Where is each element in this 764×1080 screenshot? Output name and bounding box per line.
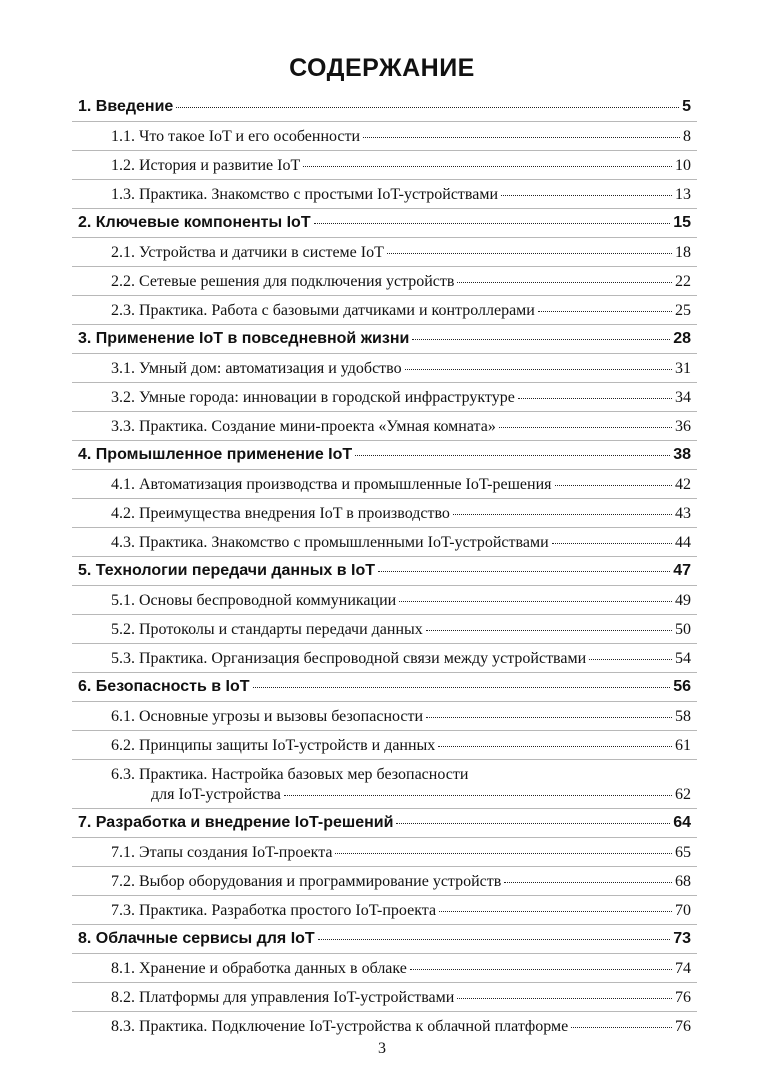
dot-leader [399,601,672,602]
toc-page-number: 76 [675,1018,691,1035]
toc-section-label: 6.2. Принципы защиты IoT-устройств и данных [111,737,436,754]
toc-chapter[interactable] [78,98,691,116]
toc-page-number: 76 [675,989,691,1006]
toc-section-label: 5.3. Практика. Организация беспроводной связи между устройствами [111,650,587,667]
divider [72,672,697,673]
toc-section-label: 3.3. Практика. Создание мини-проекта «Умная комната» [111,418,496,435]
toc-section-label: 1.2. История и развитие IoT [111,157,301,174]
dot-leader [426,630,672,631]
toc-chapter-label: 5. Технологии передачи данных в IoT [78,562,376,579]
toc-chapter[interactable] [78,214,691,232]
toc-section[interactable] [111,592,691,610]
toc-page-number: 42 [675,476,691,493]
toc-chapter[interactable] [78,562,691,580]
toc-section[interactable] [111,708,691,726]
dot-leader [335,853,672,854]
toc-section[interactable] [111,302,691,320]
dot-leader [412,339,670,340]
toc-chapter[interactable] [78,814,691,832]
divider [72,866,697,867]
divider [72,808,697,809]
toc-section[interactable] [111,873,691,891]
toc-section[interactable] [111,844,691,862]
toc-page-number: 54 [675,650,691,667]
toc-section[interactable] [111,418,691,436]
toc-page-number: 62 [675,786,691,803]
divider [72,353,697,354]
toc-page-number: 36 [675,418,691,435]
dot-leader [426,717,672,718]
toc-section-label: для IoT-устройства [151,786,281,803]
divider [72,498,697,499]
toc-page-number: 38 [673,446,691,463]
divider [72,121,697,122]
dot-leader [501,195,672,196]
toc-section[interactable] [111,650,691,668]
dot-leader [387,253,672,254]
dot-leader [303,166,672,167]
divider [72,440,697,441]
toc-section-label: 3.2. Умные города: инновации в городской инфраструктуре [111,389,515,406]
divider [72,208,697,209]
toc-section-label: 4.1. Автоматизация производства и промышленные IoT-решения [111,476,552,493]
toc-chapter[interactable] [78,930,691,948]
toc-section-label: 8.1. Хранение и обработка данных в облаке [111,960,407,977]
toc-page-number: 13 [675,186,691,203]
toc-page-number: 50 [675,621,691,638]
divider [72,953,697,954]
toc-section-label: 2.2. Сетевые решения для подключения устройств [111,273,455,290]
toc-section-label: 5.2. Протоколы и стандарты передачи данных [111,621,423,638]
toc-section[interactable] [111,960,691,978]
toc-page-number: 15 [673,214,691,231]
divider [72,179,697,180]
toc-section-label-first-line[interactable]: 6.3. Практика. Настройка базовых мер безопасности [111,766,469,783]
divider [72,556,697,557]
toc-page-number: 34 [675,389,691,406]
toc-section-label: 3.1. Умный дом: автоматизация и удобство [111,360,402,377]
toc-page-number: 64 [673,814,691,831]
divider [72,1011,697,1012]
toc-chapter-label: 1. Введение [78,98,174,115]
toc-section[interactable] [111,989,691,1007]
toc-page-number: 68 [675,873,691,890]
dot-leader [453,514,672,515]
dot-leader [552,543,672,544]
dot-leader [457,282,672,283]
dot-leader [396,823,670,824]
toc-page-number: 47 [673,562,691,579]
toc-page-number: 18 [675,244,691,261]
toc-section-label: 2.1. Устройства и датчики в системе IoT [111,244,384,261]
toc-page-number: 56 [673,678,691,695]
divider [72,759,697,760]
toc-section[interactable] [111,505,691,523]
toc-section-label: 4.2. Преимущества внедрения IoT в производство [111,505,450,522]
dot-leader [518,398,672,399]
dot-leader [405,369,672,370]
toc-page-number: 22 [675,273,691,290]
divider [72,837,697,838]
toc-chapter-label: 2. Ключевые компоненты IoT [78,214,311,231]
divider [72,295,697,296]
dot-leader [314,223,671,224]
divider [72,150,697,151]
dot-leader [438,746,672,747]
toc-section[interactable] [111,786,691,804]
divider [72,982,697,983]
toc-page-number: 74 [675,960,691,977]
dot-leader [457,998,672,999]
dot-leader [176,107,679,108]
dot-leader [439,911,672,912]
toc-chapter[interactable] [78,330,691,348]
dot-leader [363,137,680,138]
toc-section[interactable] [111,244,691,262]
toc-page-number: 65 [675,844,691,861]
toc-chapter-label: 4. Промышленное применение IoT [78,446,353,463]
toc-chapter-label: 7. Разработка и внедрение IoT-решений [78,814,394,831]
toc-section-label: 1.3. Практика. Знакомство с простыми IoT-устройствами [111,186,499,203]
toc-page-number: 25 [675,302,691,319]
toc-page-number: 8 [683,128,691,145]
divider [72,924,697,925]
page-title: СОДЕРЖАНИЕ [289,54,475,82]
divider [72,730,697,731]
toc-page-number: 5 [682,98,691,115]
divider [72,585,697,586]
toc-page-number: 44 [675,534,691,551]
dot-leader [318,939,671,940]
toc-chapter[interactable] [78,446,691,464]
toc-section[interactable] [111,186,691,204]
toc-page-number: 43 [675,505,691,522]
toc-page-number: 10 [675,157,691,174]
toc-section[interactable] [111,476,691,494]
dot-leader [555,485,672,486]
toc-page-number: 31 [675,360,691,377]
toc-section[interactable] [111,621,691,639]
toc-page-number: 70 [675,902,691,919]
dot-leader [355,455,670,456]
dot-leader [410,969,672,970]
toc-section[interactable] [111,360,691,378]
page-number: 3 [378,1040,386,1057]
toc-section-label: 7.3. Практика. Разработка простого IoT-проекта [111,902,437,919]
toc-chapter[interactable] [78,678,691,696]
dot-leader [499,427,672,428]
divider [72,469,697,470]
dot-leader [284,795,672,796]
divider [72,382,697,383]
dot-leader [253,687,671,688]
toc-chapter-label: 8. Облачные сервисы для IoT [78,930,315,947]
dot-leader [378,571,670,572]
toc-section-label: 4.3. Практика. Знакомство с промышленными IoT-устройствами [111,534,549,551]
toc-section-label: 5.1. Основы беспроводной коммуникации [111,592,397,609]
divider [72,614,697,615]
divider [72,643,697,644]
toc-section-label: 2.3. Практика. Работа с базовыми датчиками и контроллерами [111,302,535,319]
dot-leader [589,659,672,660]
toc-section[interactable] [111,273,691,291]
divider [72,411,697,412]
toc-section-label: 1.1. Что такое IoT и его особенности [111,128,361,145]
toc-page-number: 49 [675,592,691,609]
divider [72,527,697,528]
toc-section[interactable] [111,1018,691,1036]
toc-section[interactable] [111,128,691,146]
toc-page-number: 28 [673,330,691,347]
toc-page-number: 58 [675,708,691,725]
dot-leader [538,311,672,312]
divider [72,324,697,325]
toc-section[interactable] [111,157,691,175]
divider [72,701,697,702]
dot-leader [571,1027,672,1028]
dot-leader [504,882,672,883]
divider [72,237,697,238]
toc-section[interactable] [111,737,691,755]
toc-section[interactable] [111,389,691,407]
toc-section-label: 6.1. Основные угрозы и вызовы безопасности [111,708,424,725]
divider [72,895,697,896]
divider [72,266,697,267]
toc-section-label: 7.1. Этапы создания IoT-проекта [111,844,333,861]
toc-section-label: 8.3. Практика. Подключение IoT-устройства к облачной платформе [111,1018,569,1035]
toc-page-number: 61 [675,737,691,754]
toc-chapter-label: 6. Безопасность в IoT [78,678,250,695]
toc-section[interactable] [111,534,691,552]
toc-chapter-label: 3. Применение IoT в повседневной жизни [78,330,410,347]
toc-section-label: 7.2. Выбор оборудования и программирование устройств [111,873,502,890]
toc-section-label: 8.2. Платформы для управления IoT-устройствами [111,989,455,1006]
toc-page-number: 73 [673,930,691,947]
toc-section[interactable] [111,902,691,920]
